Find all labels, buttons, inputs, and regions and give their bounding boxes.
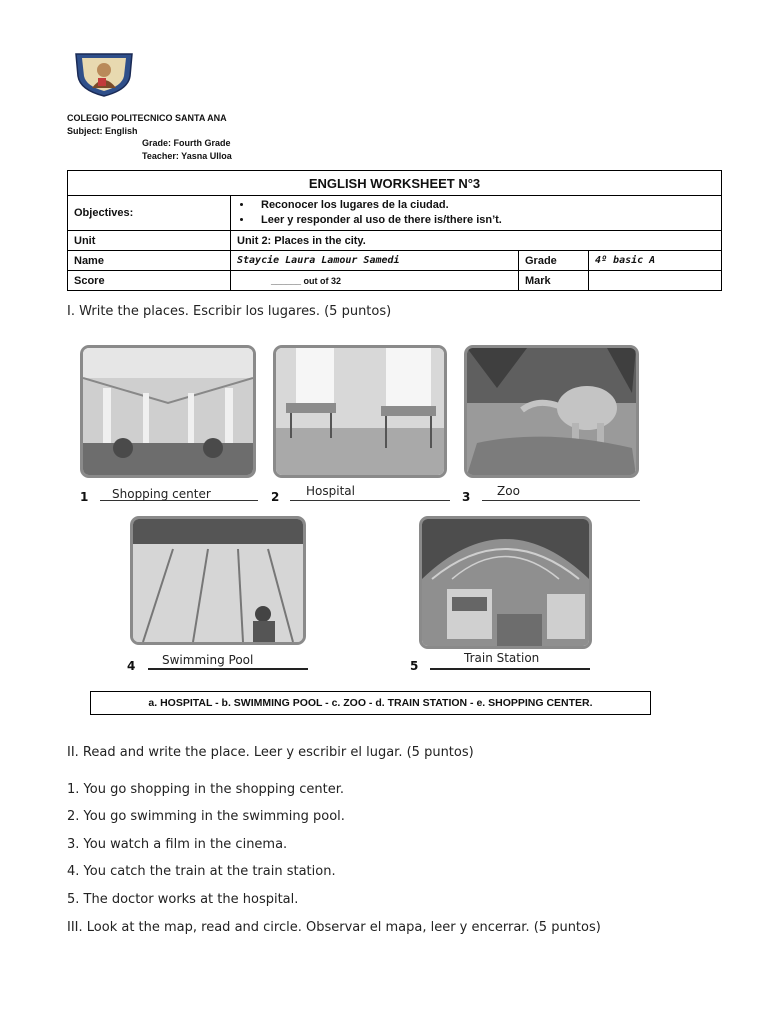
- objectives-label: Objectives:: [68, 196, 231, 231]
- name-value[interactable]: Staycie Laura Lamour Samedi: [231, 251, 519, 271]
- zoo-photo: [464, 345, 639, 478]
- item-number: 5: [410, 659, 419, 673]
- worksheet-title: ENGLISH WORKSHEET N°3: [68, 171, 722, 196]
- unit-label: Unit: [68, 231, 231, 251]
- answer-line[interactable]: [290, 500, 450, 501]
- school-logo: [72, 50, 136, 98]
- score-label: Score: [68, 271, 231, 291]
- train-station-photo: [419, 516, 592, 649]
- swimming-pool-photo: [130, 516, 306, 645]
- grade-line: Grade: Fourth Grade: [142, 138, 231, 148]
- answer-text: Train Station: [464, 651, 540, 665]
- grade-value[interactable]: 4º basic A: [589, 251, 722, 271]
- sentence-item: 5. The doctor works at the hospital.: [67, 892, 299, 907]
- item-number: 4: [127, 659, 136, 673]
- unit-value: Unit 2: Places in the city.: [231, 231, 722, 251]
- answer-text: Zoo: [497, 484, 520, 498]
- objective-item: • Leer y responder al uso de there is/there isn’t.: [253, 213, 715, 228]
- section1-instruction: I. Write the places. Escribir los lugares. (5 puntos): [67, 304, 392, 319]
- section3-instruction: III. Look at the map, read and circle. Observar el mapa, leer y encerrar. (5 puntos): [67, 920, 601, 935]
- answer-line[interactable]: [430, 668, 590, 670]
- item-number: 2: [271, 490, 280, 504]
- teacher-line: Teacher: Yasna Ulloa: [142, 150, 232, 161]
- worksheet-header-table: [67, 170, 722, 291]
- word-bank: a. HOSPITAL - b. SWIMMING POOL - c. ZOO - d. TRAIN STATION - e. SHOPPING CENTER.: [90, 691, 651, 715]
- section2-instruction: II. Read and write the place. Leer y escribir el lugar. (5 puntos): [67, 745, 474, 760]
- grade-label: Grade: [519, 251, 589, 271]
- sentence-item: 3. You watch a film in the cinema.: [67, 837, 288, 852]
- answer-text: Shopping center: [112, 487, 211, 501]
- sentence-item: 1. You go shopping in the shopping center.: [67, 782, 345, 797]
- answer-text: Swimming Pool: [162, 653, 254, 667]
- mark-label: Mark: [519, 271, 589, 291]
- answer-line[interactable]: [482, 500, 640, 501]
- score-value: ______ out of 32: [231, 271, 519, 291]
- shopping-center-photo: [80, 345, 256, 478]
- hospital-photo: [273, 345, 447, 478]
- objective-item: • Reconocer los lugares de la ciudad.: [253, 198, 715, 213]
- objectives-cell: [231, 196, 722, 231]
- name-label: Name: [68, 251, 231, 271]
- school-name: COLEGIO POLITECNICO SANTA ANA: [67, 113, 227, 123]
- item-number: 3: [462, 490, 471, 504]
- sentence-item: 2. You go swimming in the swimming pool.: [67, 809, 345, 824]
- answer-line[interactable]: [148, 668, 308, 670]
- mark-value[interactable]: [589, 271, 722, 291]
- subject-line: Subject: English: [67, 125, 138, 136]
- sentence-item: 4. You catch the train at the train station.: [67, 864, 336, 879]
- answer-text: Hospital: [306, 484, 355, 498]
- item-number: 1: [80, 490, 89, 504]
